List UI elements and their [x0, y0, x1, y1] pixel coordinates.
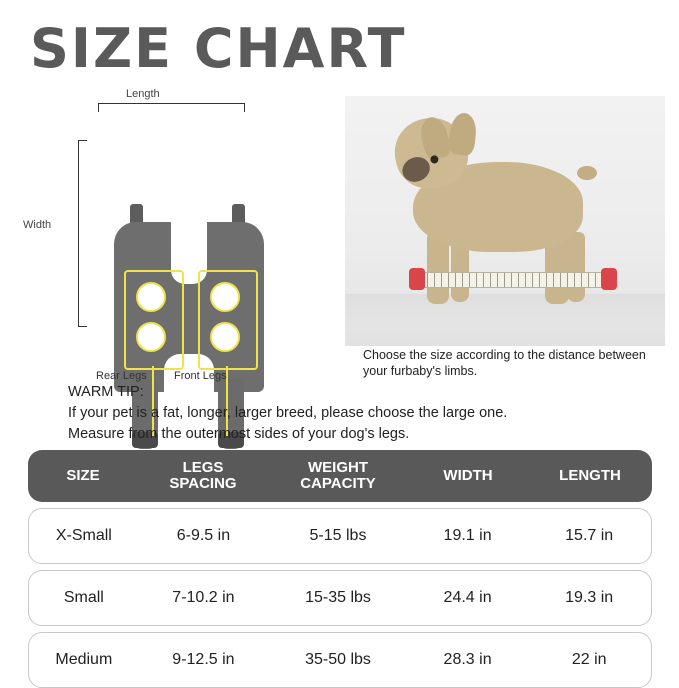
dog-eye: [430, 155, 439, 164]
length-measure-label: Length: [126, 88, 160, 100]
header-size: SIZE: [66, 466, 100, 484]
cell-size: X-Small: [55, 527, 112, 544]
cell-length: 22 in: [571, 651, 607, 668]
table-row: [28, 632, 652, 688]
dog-ear-right: [448, 112, 478, 156]
width-measure-label: Width: [23, 219, 52, 231]
cell-weight-capacity: 35-50 lbs: [305, 651, 371, 668]
header-width: WIDTH: [443, 466, 493, 484]
cell-size: Small: [63, 589, 104, 606]
cell-weight-capacity: 15-35 lbs: [305, 589, 371, 606]
leg-hole-1: [136, 282, 166, 312]
warm-tip-line-2: Measure from the outermost sides of your dog's legs.: [68, 426, 410, 443]
cell-size: Medium: [55, 651, 113, 668]
warm-tip-line-1: If your pet is a fat, longer, larger breed, please choose the large one.: [68, 405, 508, 422]
cell-width: 24.4 in: [443, 589, 492, 606]
leg-hole-2: [210, 282, 240, 312]
leg-hole-3: [136, 322, 166, 352]
harness-illustration: [18, 88, 338, 388]
dog-hind-leg-near: [567, 232, 585, 302]
table-row: [28, 570, 652, 626]
front-legs-label: Front Legs: [174, 370, 227, 382]
dog-photo: [345, 96, 665, 346]
header-weight-capacity: WEIGHT CAPACITY: [300, 458, 376, 492]
rear-legs-label: Rear Legs: [96, 370, 147, 382]
size-table: [28, 450, 652, 688]
ruler-marker-left: [409, 268, 425, 290]
cell-length: 15.7 in: [565, 527, 614, 544]
cell-width: 19.1 in: [443, 527, 492, 544]
dog-tail: [577, 166, 597, 180]
measuring-ruler: [419, 272, 611, 288]
header-legs-spacing: LEGS SPACING: [169, 458, 237, 492]
cell-weight-capacity: 5-15 lbs: [309, 527, 367, 544]
table-header-row: [28, 450, 652, 502]
cell-width: 28.3 in: [443, 651, 492, 668]
warm-tip: [68, 382, 658, 445]
header-length: LENGTH: [559, 466, 621, 484]
page-title: SIZE CHART: [30, 17, 407, 80]
leg-hole-4: [210, 322, 240, 352]
cell-legs-spacing: 6-9.5 in: [176, 527, 231, 544]
table-row: [28, 508, 652, 564]
warm-tip-heading: WARM TIP:: [68, 384, 144, 400]
photo-caption: Choose the size according to the distance between your furbaby's limbs.: [363, 348, 646, 378]
cell-legs-spacing: 7-10.2 in: [172, 589, 235, 606]
cell-legs-spacing: 9-12.5 in: [172, 651, 235, 668]
ruler-marker-right: [601, 268, 617, 290]
cell-length: 19.3 in: [565, 589, 614, 606]
